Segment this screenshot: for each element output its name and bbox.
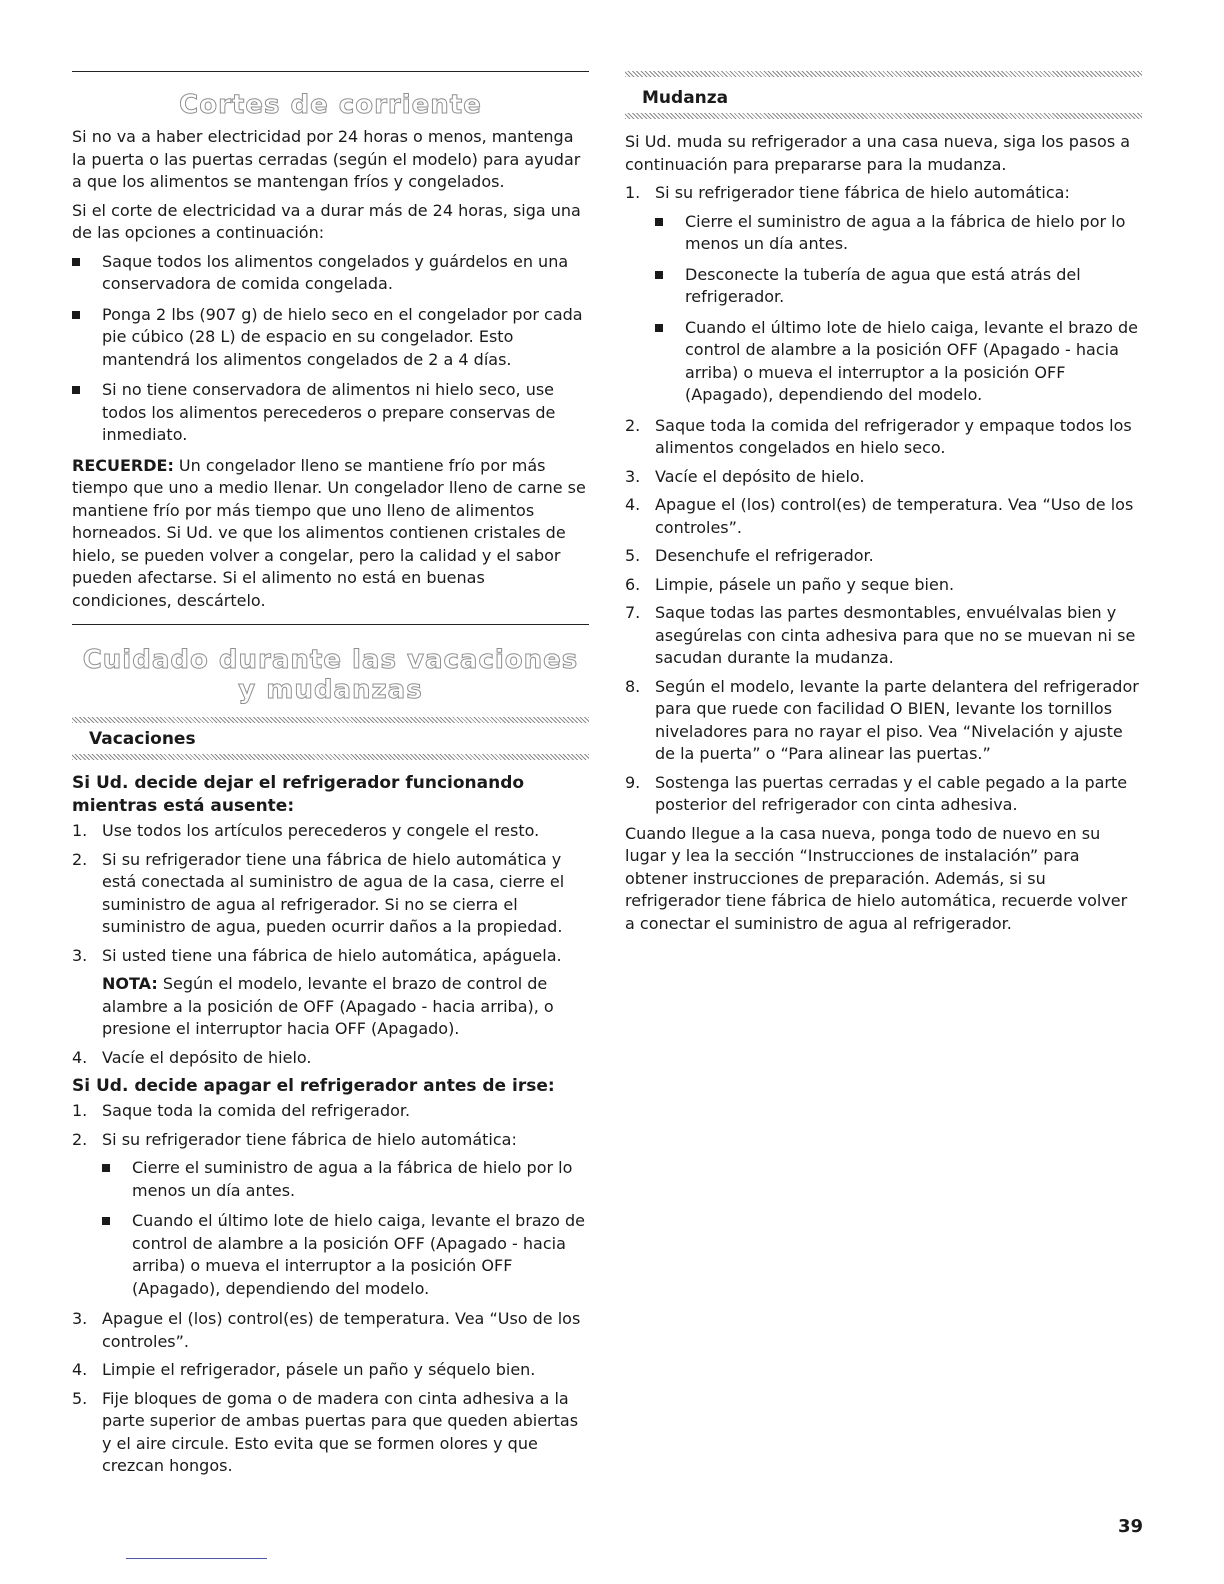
- list-text: Saque toda la comida del refrigerador.: [102, 1101, 411, 1120]
- section-title-line: y mudanzas: [238, 675, 423, 705]
- list-text: Desenchufe el refrigerador.: [655, 546, 874, 565]
- list-text: Si su refrigerador tiene fábrica de hielo automática:: [102, 1129, 517, 1149]
- list-text: Vacíe el depósito de hielo.: [655, 466, 865, 486]
- recuerde-paragraph: [72, 455, 589, 613]
- numbered-list: [72, 1100, 589, 1478]
- list-item: [625, 574, 1142, 597]
- subsection-title-mudanza: Mudanza: [642, 88, 729, 108]
- list-number: 3.: [625, 466, 641, 486]
- list-item: [72, 1129, 589, 1301]
- list-text: Use todos los artículos perecederos y congele el resto.: [102, 821, 540, 840]
- list-text: Fije bloques de goma o de madera con cinta adhesiva a la parte superior de ambas puertas para que queden abiertas y el aire circule. Esto evita que se formen olores y que crezcan hongos.: [102, 1388, 579, 1475]
- numbered-list: [72, 820, 589, 1069]
- list-number: 3.: [72, 945, 88, 965]
- section-title-cortes: [72, 90, 589, 120]
- paragraph: Si Ud. muda su refrigerador a una casa nueva, siga los pasos a continuación para prepararse para la mudanza.: [625, 132, 1131, 174]
- hatch-divider: [625, 113, 1142, 119]
- list-text: Limpie el refrigerador, pásele un paño y séquelo bien.: [102, 1360, 536, 1379]
- recuerde-text: Un congelador lleno se mantiene frío por más tiempo que uno a medio llenar. Un congelador lleno de carne se mantiene frío por más tiempo que uno lleno de alimentos horneados. Si Ud. ve que los alimentos contienen cristales de hielo, se pueden volver a congelar, pero la calidad y el sabor pueden afectarse. Si el alimento no está en buenas condiciones, descártelo.: [72, 455, 586, 610]
- bullet-list: [102, 1157, 589, 1300]
- list-item: [72, 945, 589, 1041]
- list-text: Si su refrigerador tiene fábrica de hielo automática:: [655, 183, 1070, 202]
- list-item: [72, 1047, 589, 1070]
- list-item: [625, 466, 1142, 489]
- list-item: [625, 772, 1142, 817]
- minor-heading: Si Ud. decide dejar el refrigerador funcionando mientras está ausente:: [72, 773, 525, 816]
- hatch-divider: [72, 717, 589, 723]
- nota-text: Según el modelo, levante el brazo de control de alambre a la posición de OFF (Apagado - hacia arriba), o presione el interruptor hacia OFF (Apagado).: [102, 974, 554, 1038]
- list-text: Saque toda la comida del refrigerador y empaque todos los alimentos congelados en hielo seco.: [655, 415, 1132, 457]
- paragraph: Cuando llegue a la casa nueva, ponga todo de nuevo en su lugar y lea la sección “Instrucciones de instalación” para obtener instrucciones de preparación. Además, si su refrigerador tiene fábrica de hielo automática, recuerde volver a conectar el suministro de agua al refrigerador.: [625, 823, 1128, 933]
- footer-line: [126, 1558, 267, 1559]
- list-number: 2.: [72, 1129, 88, 1149]
- list-item: [72, 1388, 589, 1478]
- list-item: Cierre el suministro de agua a la fábrica de hielo por lo menos un día antes.: [655, 211, 1142, 256]
- top-rule: [72, 71, 589, 72]
- list-text: Vacíe el depósito de hielo.: [102, 1047, 312, 1067]
- list-text: Según el modelo, levante la parte delantera del refrigerador para que ruede con facilidad O BIEN, levante los tornillos niveladores para no rayar el piso. Vea “Nivelación y ajuste de la puerta” o “Para alinear las puertas.”: [655, 676, 1139, 763]
- list-text: Sostenga las puertas cerradas y el cable pegado a la parte posterior del refrigerador con cinta adhesiva.: [655, 772, 1128, 814]
- nota-paragraph: [102, 973, 589, 1041]
- hatch-divider: [72, 754, 589, 760]
- list-item: [625, 602, 1142, 670]
- nota-label: NOTA:: [102, 974, 158, 993]
- list-number: 6.: [625, 574, 641, 594]
- section-title-cuidado: [72, 645, 589, 705]
- list-item: [625, 182, 1142, 407]
- list-number: 2.: [625, 415, 641, 435]
- right-column: [625, 71, 1142, 941]
- list-text: Si usted tiene una fábrica de hielo automática, apáguela.: [102, 945, 562, 965]
- list-number: 5.: [625, 546, 641, 565]
- list-number: 2.: [72, 849, 88, 869]
- list-number: 4.: [72, 1047, 88, 1067]
- section-title-cortes-text: Cortes de corriente: [179, 90, 482, 120]
- list-number: 8.: [625, 676, 641, 696]
- list-item: Cierre el suministro de agua a la fábrica de hielo por lo menos un día antes.: [102, 1157, 589, 1202]
- subsection-title-vacaciones: Vacaciones: [89, 729, 196, 749]
- list-text: Si su refrigerador tiene una fábrica de hielo automática y está conectada al suministro de agua de la casa, cierre el suministro de agua al refrigerador. Si no se cierra el suministro de agua, pueden ocurrir daños a la propiedad.: [102, 849, 565, 936]
- recuerde-label: RECUERDE:: [72, 455, 174, 475]
- paragraph: Si no va a haber electricidad por 24 horas o menos, mantenga la puerta o las puertas cerradas (según el modelo) para ayudar a que los alimentos se mantengan fríos y congelados.: [72, 127, 581, 191]
- list-number: 4.: [72, 1360, 88, 1379]
- hatch-divider: [625, 71, 1142, 77]
- list-number: 7.: [625, 603, 641, 622]
- bullet-list: [655, 211, 1142, 407]
- numbered-list: [625, 182, 1142, 817]
- list-item: Ponga 2 lbs (907 g) de hielo seco en el congelador por cada pie cúbico (28 L) de espacio en su congelador. Esto mantendrá los alimentos congelados de 2 a 4 días.: [72, 304, 589, 372]
- list-item: [625, 415, 1142, 460]
- list-item: [625, 676, 1142, 766]
- list-number: 4.: [625, 495, 641, 514]
- bullet-list: [72, 251, 589, 447]
- list-text: Apague el (los) control(es) de temperatura. Vea “Uso de los controles”.: [102, 1309, 581, 1351]
- list-text: Limpie, pásele un paño y seque bien.: [655, 574, 955, 594]
- list-item: [72, 849, 589, 939]
- list-number: 9.: [625, 772, 641, 792]
- list-number: 1.: [625, 183, 641, 202]
- list-item: Desconecte la tubería de agua que está atrás del refrigerador.: [655, 264, 1142, 309]
- list-item: [72, 1359, 589, 1382]
- list-number: 5.: [72, 1388, 88, 1408]
- list-item: [72, 1308, 589, 1353]
- minor-heading: Si Ud. decide apagar el refrigerador antes de irse:: [72, 1076, 555, 1096]
- list-item: Saque todos los alimentos congelados y guárdelos en una conservadora de comida congelada.: [72, 251, 589, 296]
- list-item: Cuando el último lote de hielo caiga, levante el brazo de control de alambre a la posición OFF (Apagado - hacia arriba) o mueva el interruptor a la posición OFF (Apagado), dependiendo del modelo.: [102, 1210, 589, 1300]
- list-text: Apague el (los) control(es) de temperatura. Vea “Uso de los controles”.: [655, 495, 1134, 537]
- list-item: Cuando el último lote de hielo caiga, levante el brazo de control de alambre a la posición OFF (Apagado - hacia arriba) o mueva el interruptor a la posición OFF (Apagado), dependiendo del modelo.: [655, 317, 1142, 407]
- list-number: 1.: [72, 1101, 88, 1120]
- list-item: [72, 1100, 589, 1123]
- section-title-line: Cuidado durante las vacaciones: [82, 645, 579, 675]
- list-item: [72, 820, 589, 843]
- list-item: [625, 494, 1142, 539]
- paragraph: Si el corte de electricidad va a durar más de 24 horas, siga una de las opciones a continuación:: [72, 200, 581, 242]
- list-number: 3.: [72, 1309, 88, 1328]
- list-number: 1.: [72, 821, 88, 840]
- left-column: [72, 71, 589, 1484]
- list-item: Si no tiene conservadora de alimentos ni hielo seco, use todos los alimentos perecederos o prepare conservas de inmediato.: [72, 379, 589, 447]
- list-text: Saque todas las partes desmontables, envuélvalas bien y asegúrelas con cinta adhesiva para que no se muevan ni se sacudan durante la mudanza.: [655, 603, 1136, 667]
- page-number: 39: [1118, 1516, 1144, 1537]
- section-rule: [72, 624, 589, 625]
- list-item: [625, 545, 1142, 568]
